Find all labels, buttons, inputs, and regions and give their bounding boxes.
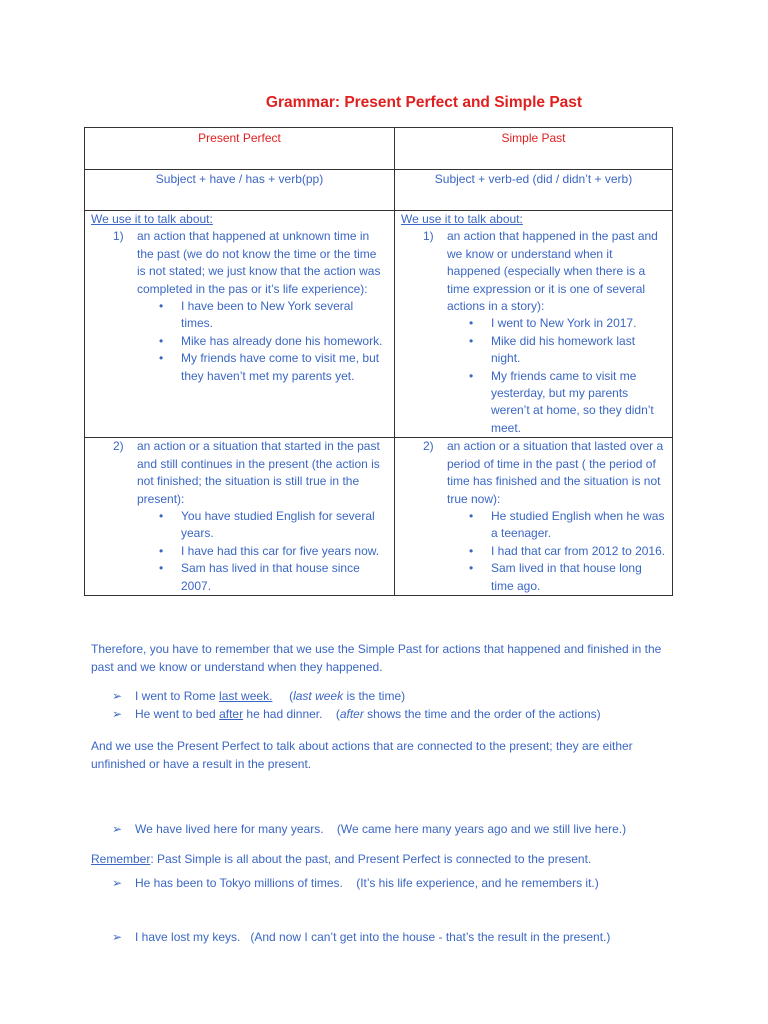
table-form-row xyxy=(85,170,673,211)
bullet-icon: • xyxy=(159,299,164,314)
example-text: I went to New York in 2017. xyxy=(491,316,637,331)
simple-past-examples xyxy=(112,687,692,723)
simple-past-use-2 xyxy=(395,438,673,596)
arrow-bullet-icon: ➢ xyxy=(112,707,123,721)
example-item xyxy=(159,333,388,350)
item-number: 1) xyxy=(423,229,434,244)
use-item xyxy=(401,228,666,315)
simple-past-use-1 xyxy=(395,211,673,438)
example-text: I have lost my keys. (And now I can’t get into the house - that’s the result in the present.) xyxy=(135,930,611,944)
bullet-icon: • xyxy=(469,316,474,331)
example-text: Sam has lived in that house since 2007. xyxy=(181,561,360,593)
example-text: My friends came to visit me yesterday, but my parents weren’t at home, so they didn’t meet. xyxy=(491,368,654,435)
example-item xyxy=(112,928,692,946)
example-text: I have had this car for five years now. xyxy=(181,543,380,558)
example-item xyxy=(159,560,388,595)
bullet-icon: • xyxy=(159,508,164,523)
use-item xyxy=(401,438,666,508)
example-list xyxy=(401,508,666,595)
grammar-table xyxy=(84,127,673,596)
example-item xyxy=(112,820,692,838)
remember-text: : Past Simple is all about the past, and Present Perfect is connected to the present. xyxy=(150,852,592,866)
example-item xyxy=(469,368,666,438)
example-item xyxy=(112,874,692,892)
example-text: He went to bed xyxy=(135,707,220,721)
item-number: 1) xyxy=(113,229,124,244)
example-text: shows the time and the order of the actions) xyxy=(363,707,601,721)
table-usage-row-2 xyxy=(85,438,673,596)
remember-label: Remember xyxy=(91,852,151,866)
emphasis-text: after xyxy=(339,707,364,721)
example-text: is the time) xyxy=(343,689,406,703)
bullet-icon: • xyxy=(159,561,164,576)
example-text: Mike did his homework last night. xyxy=(491,333,636,366)
use-item xyxy=(91,438,388,508)
bullet-icon: • xyxy=(469,333,474,348)
example-item xyxy=(159,298,388,333)
example-text: My friends have come to visit me, but they haven’t met my parents yet. xyxy=(181,351,380,383)
example-item xyxy=(469,333,666,368)
bullet-icon: • xyxy=(469,561,474,576)
example-item xyxy=(469,508,666,543)
table-header-row xyxy=(85,128,673,170)
present-perfect-use-1 xyxy=(85,211,395,438)
example-text: Mike has already done his homework. xyxy=(181,333,383,348)
arrow-bullet-icon: ➢ xyxy=(112,689,123,703)
example-item xyxy=(159,508,388,543)
present-perfect-form: Subject + have / has + verb(pp) xyxy=(85,170,395,211)
bullet-icon: • xyxy=(159,333,164,348)
use-intro: We use it to talk about: xyxy=(401,212,523,226)
time-expression: after xyxy=(219,707,244,721)
item-text: an action or a situation that started in the past and still continues in the present (the action is not finished; the situation is still true in the present): xyxy=(137,439,380,506)
example-text: I had that car from 2012 to 2016. xyxy=(491,543,666,558)
example-text: He studied English when he was a teenager. xyxy=(491,508,665,541)
time-expression: last week. xyxy=(219,689,273,703)
arrow-bullet-icon: ➢ xyxy=(112,930,123,944)
example-text: I went to Rome xyxy=(135,689,220,703)
present-perfect-header: Present Perfect xyxy=(85,128,395,170)
present-perfect-summary: And we use the Present Perfect to talk about actions that are connected to the present; they are either unfinished or have a result in the present. xyxy=(91,739,633,771)
bullet-icon: • xyxy=(469,508,474,523)
use-item xyxy=(91,228,388,298)
item-number: 2) xyxy=(113,439,124,454)
example-list xyxy=(401,315,666,437)
simple-past-summary: Therefore, you have to remember that we use the Simple Past for actions that happened and finished in the past and we know or understand when they happened. xyxy=(91,642,662,674)
table-usage-row-1 xyxy=(85,211,673,438)
simple-past-header: Simple Past xyxy=(395,128,673,170)
bullet-icon: • xyxy=(469,543,474,558)
bullet-icon: • xyxy=(159,543,164,558)
page-title: Grammar: Present Perfect and Simple Past xyxy=(265,94,583,111)
simple-past-form: Subject + verb-ed (did / didn’t + verb) xyxy=(395,170,673,211)
example-text: ( xyxy=(272,689,294,703)
bullet-icon: • xyxy=(469,368,474,383)
example-item xyxy=(112,705,692,723)
example-text: Sam lived in that house long time ago. xyxy=(491,561,642,593)
example-item xyxy=(159,350,388,385)
example-item xyxy=(469,560,666,595)
present-perfect-use-2 xyxy=(85,438,395,596)
example-item xyxy=(159,543,388,560)
item-number: 2) xyxy=(423,439,434,454)
example-text: We have lived here for many years. (We came here many years ago and we still live here.) xyxy=(135,822,627,836)
arrow-bullet-icon: ➢ xyxy=(112,876,123,890)
use-intro: We use it to talk about: xyxy=(91,212,213,226)
item-text: an action that happened at unknown time in the past (we do not know the time or the time is not stated; we just know that the action was completed in the pas or it’s life experience): xyxy=(137,229,381,296)
example-text: he had dinner. ( xyxy=(243,707,340,721)
example-list xyxy=(91,298,388,385)
example-item xyxy=(112,687,692,705)
example-text: I have been to New York several times. xyxy=(181,299,354,331)
item-text: an action that happened in the past and we know or understand when it happened (especially when there is a time expression or it is one of several actions in a story): xyxy=(447,229,658,314)
example-text: You have studied English for several years. xyxy=(181,508,375,541)
example-item xyxy=(469,315,666,332)
emphasis-text: last week xyxy=(293,689,344,703)
example-item xyxy=(469,543,666,560)
arrow-bullet-icon: ➢ xyxy=(112,822,123,836)
remember-note xyxy=(91,850,681,868)
present-perfect-examples xyxy=(112,784,692,982)
example-list xyxy=(91,508,388,595)
item-text: an action or a situation that lasted over a period of time in the past ( the period of time has finished and the situation is not true now): xyxy=(447,439,664,506)
example-text: He has been to Tokyo millions of times. (It’s his life experience, and he remembers it.) xyxy=(135,876,599,890)
bullet-icon: • xyxy=(159,351,164,366)
